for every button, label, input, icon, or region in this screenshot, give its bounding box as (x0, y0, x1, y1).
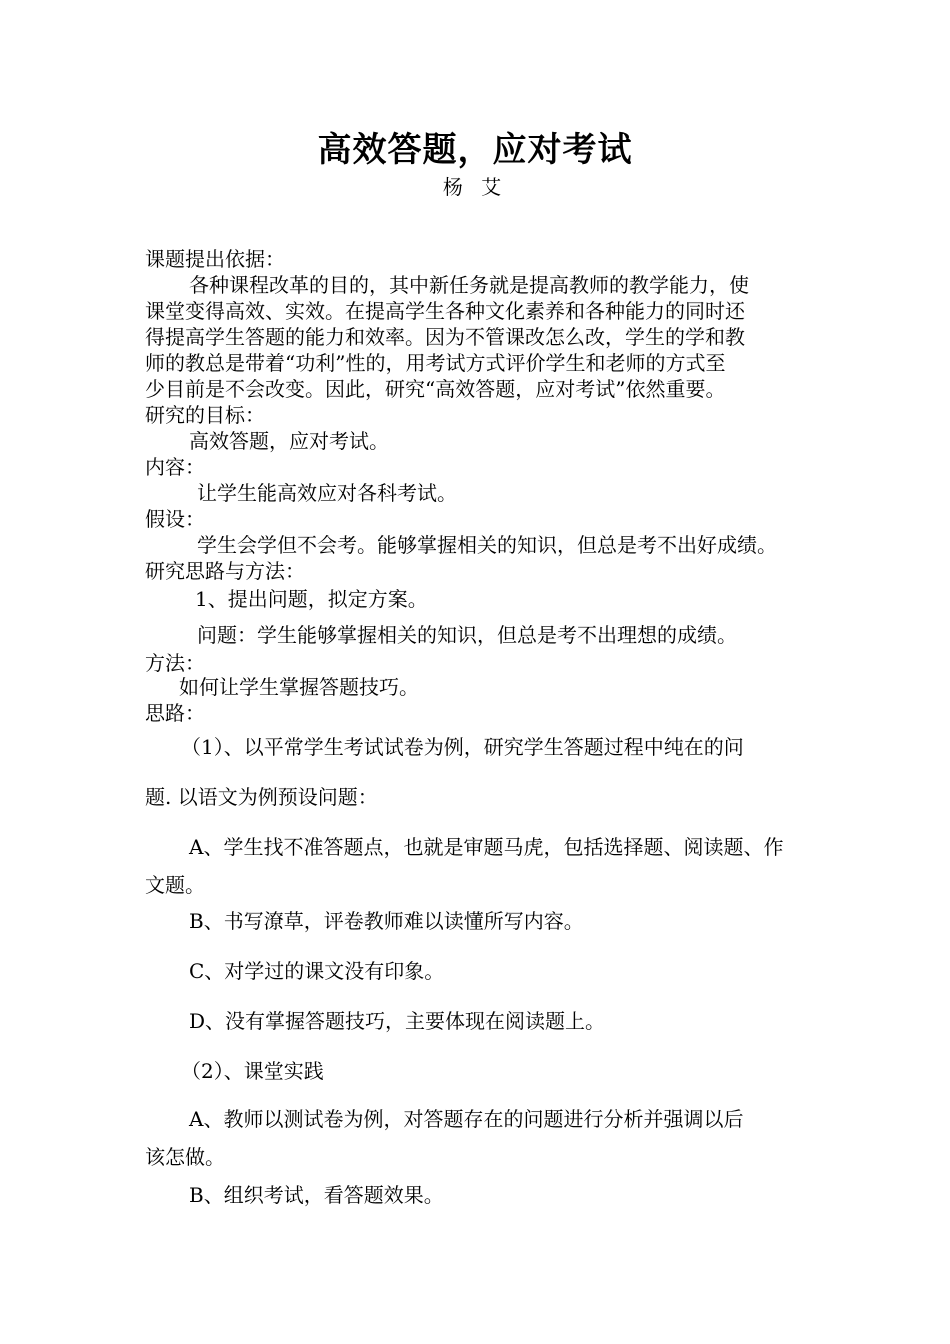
content-heading: 内容： (145, 455, 205, 479)
basis-line: 各种课程改革的目的，其中新任务就是提高教师的教学能力，使 (189, 273, 749, 297)
method-heading: 方法： (145, 651, 205, 675)
approach-heading: 研究思路与方法： (145, 559, 305, 583)
problem-text: 问题：学生能够掌握相关的知识，但总是考不出理想的成绩。 (197, 623, 737, 647)
part-1-line: （1）、以平常学生考试试卷为例，研究学生答题过程中纯在的问 (181, 735, 744, 759)
basis-line: 课堂变得高效、实效。在提高学生各种文化素养和各种能力的同时还 (145, 299, 745, 323)
basis-line: 师的教总是带着“功利”性的，用考试方式评价学生和老师的方式至 (145, 351, 726, 375)
item-b: B、书写潦草，评卷教师难以读懂所写内容。 (189, 909, 584, 933)
content-text: 让学生能高效应对各科考试。 (197, 481, 457, 505)
item-c: C、对学过的课文没有印象。 (189, 959, 445, 983)
practice-b: B、组织考试，看答题效果。 (189, 1183, 444, 1207)
thinking-heading: 思路： (145, 701, 205, 725)
document-title: 高效答题，应对考试 (317, 130, 633, 170)
hypothesis-heading: 假设： (145, 507, 205, 531)
hypothesis-text: 学生会学但不会考。能够掌握相关的知识，但总是考不出好成绩。 (197, 533, 777, 557)
goal-text: 高效答题，应对考试。 (189, 429, 389, 453)
basis-line: 得提高学生答题的能力和效率。因为不管课改怎么改，学生的学和教 (145, 325, 745, 349)
practice-a-line: A、教师以测试卷为例，对答题存在的问题进行分析并强调以后 (189, 1107, 744, 1131)
goal-heading: 研究的目标： (145, 403, 265, 427)
step-1: 1、提出问题，拟定方案。 (195, 587, 428, 611)
part-2-heading: （2）、课堂实践 (181, 1059, 324, 1083)
basis-line: 少目前是不会改变。因此，研究“高效答题，应对考试”依然重要。 (145, 377, 726, 401)
item-a-line: 文题。 (145, 873, 205, 897)
method-text: 如何让学生掌握答题技巧。 (179, 675, 419, 699)
item-d: D、没有掌握答题技巧，主要体现在阅读题上。 (189, 1009, 606, 1033)
item-a-line: A、学生找不准答题点，也就是审题马虎，包括选择题、阅读题、作 (189, 835, 784, 859)
basis-heading: 课题提出依据： (145, 247, 285, 271)
author-name: 杨 艾 (442, 175, 508, 199)
practice-a-line: 该怎做。 (145, 1145, 225, 1169)
part-1-line: 题. 以语文为例预设问题： (145, 785, 378, 809)
